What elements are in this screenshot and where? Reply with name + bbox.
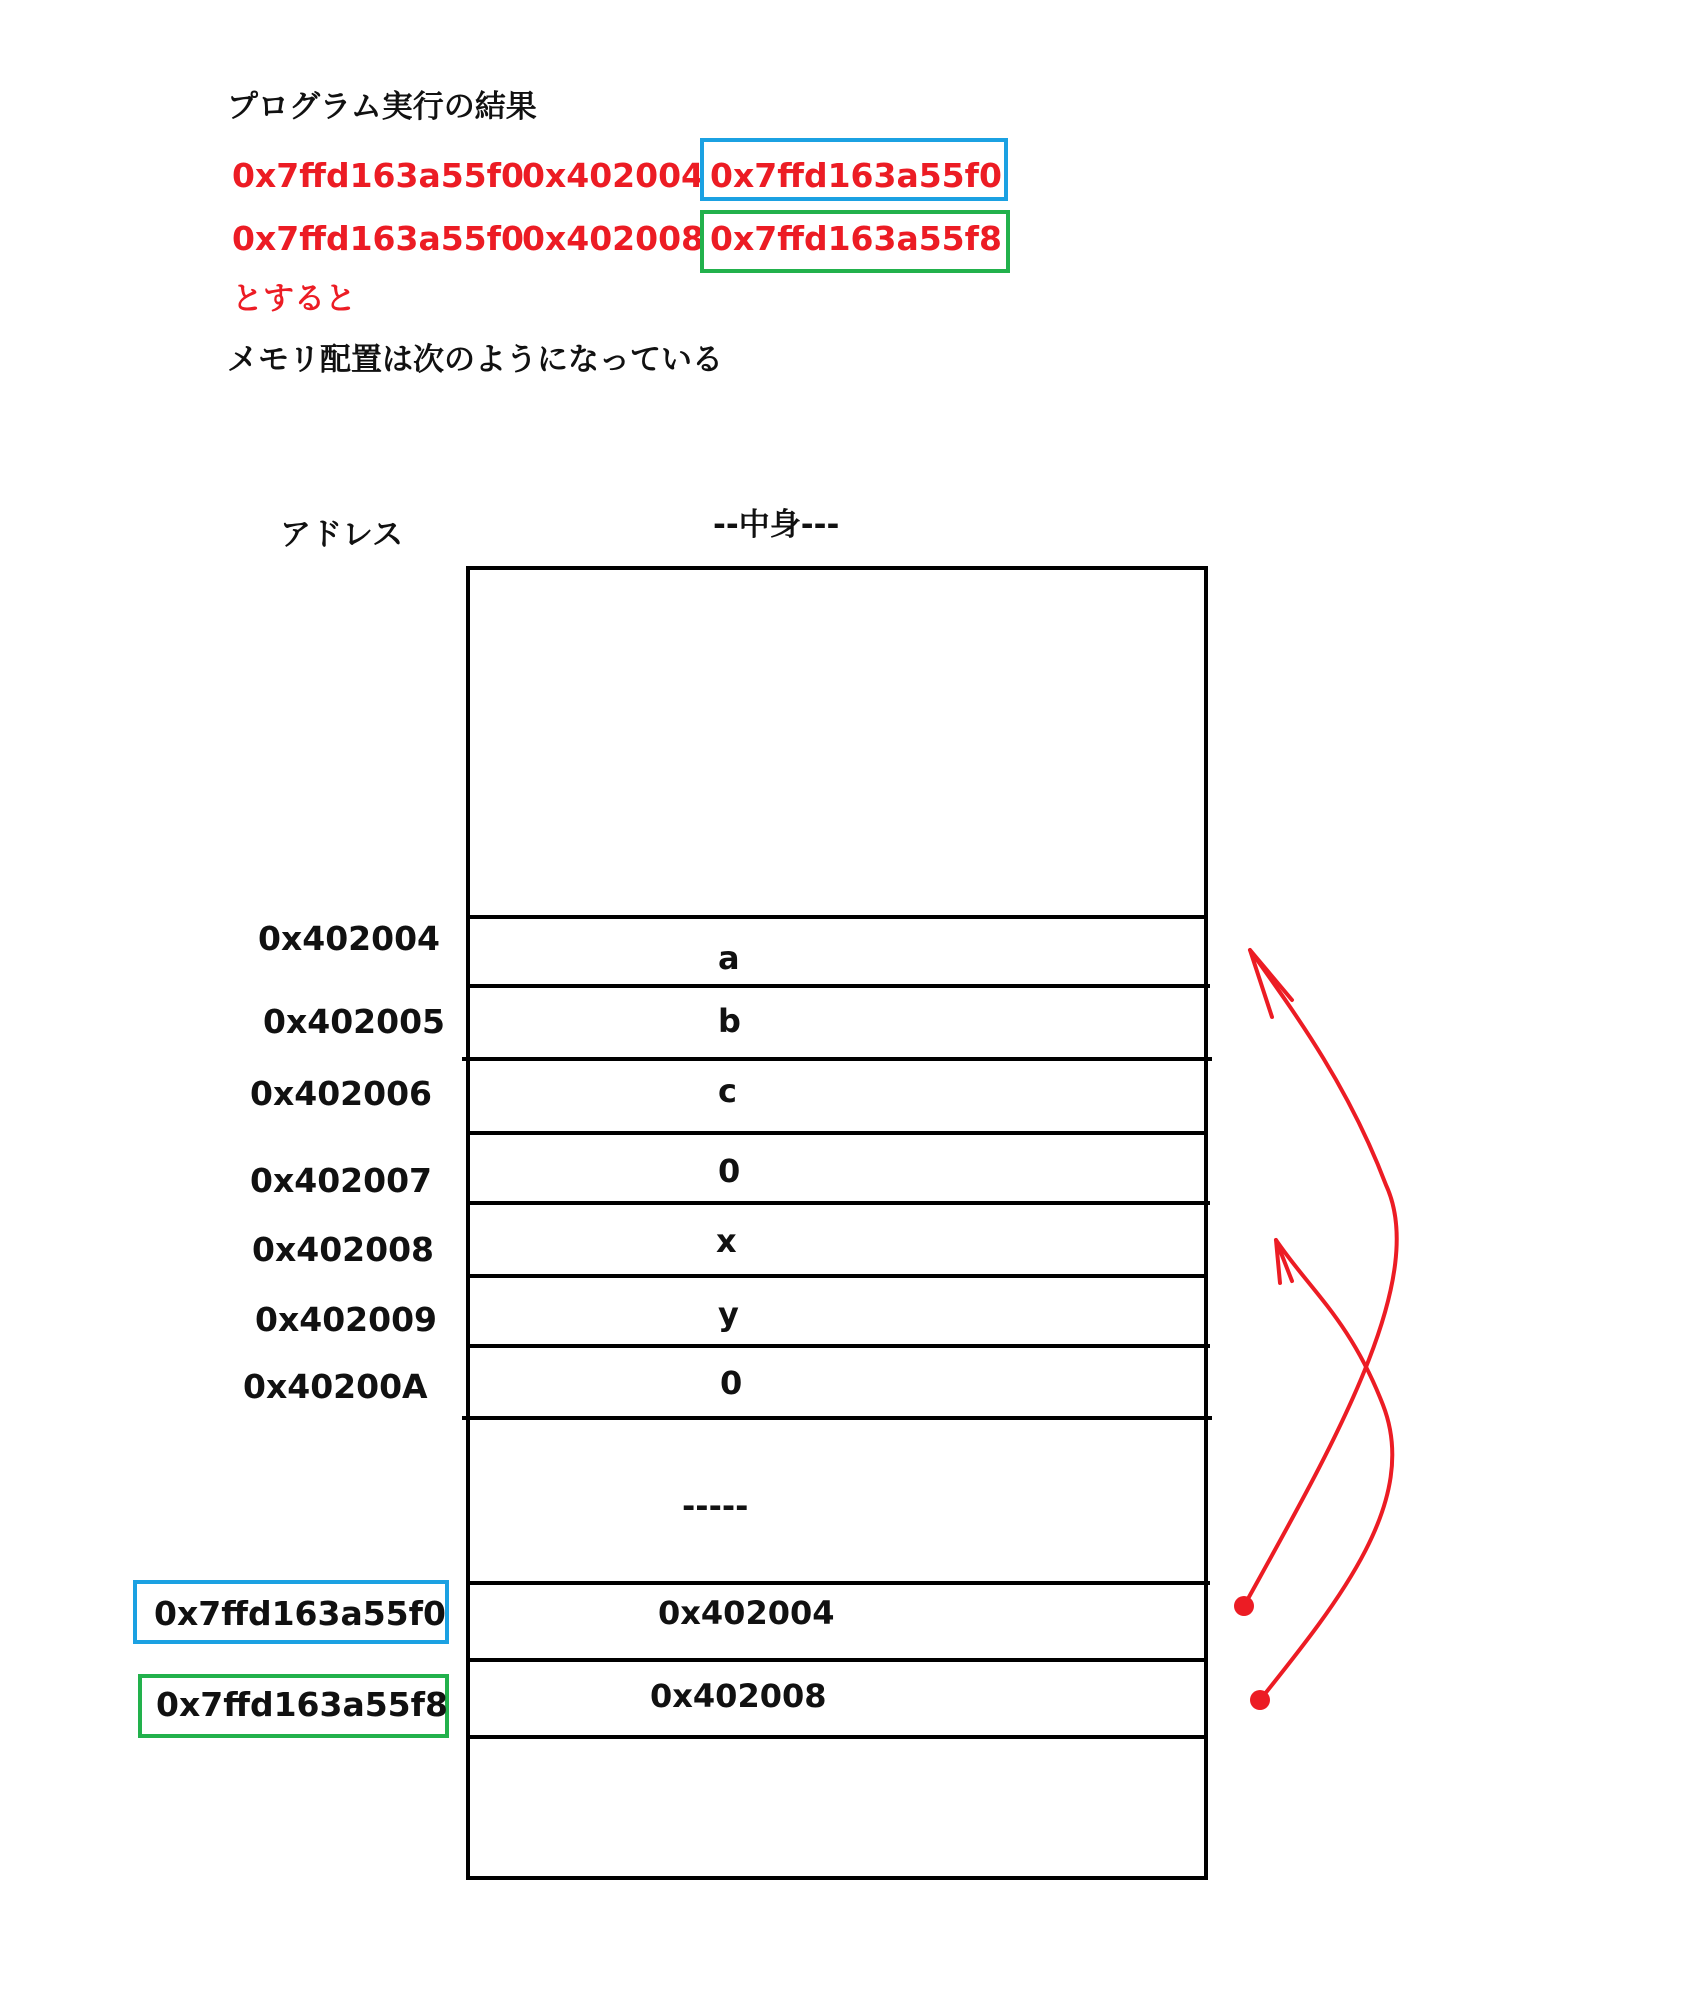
memory-content: y: [718, 1295, 739, 1333]
result-title: プログラム実行の結果: [227, 89, 537, 125]
memory-content: c: [718, 1072, 737, 1110]
result-line2-part2: 0x402008: [522, 219, 705, 258]
arrow-b-to-0x402008: [1260, 1240, 1392, 1700]
pointer-content: 0x402004: [658, 1594, 835, 1632]
pointer-address-label: 0x7ffd163a55f0: [154, 1594, 446, 1633]
memory-content: b: [718, 1002, 741, 1040]
pointer-address-label: 0x7ffd163a55f8: [156, 1685, 448, 1724]
pointer-dot: [1234, 1596, 1254, 1616]
ellipsis: -----: [682, 1487, 749, 1525]
address-label: 0x402008: [252, 1230, 435, 1269]
address-label: 0x402004: [258, 919, 441, 958]
conclusion-text: とすると: [232, 281, 356, 317]
address-label: 0x402006: [250, 1074, 433, 1113]
result-line1-part2: 0x402004: [522, 156, 705, 195]
pointer-dot: [1250, 1690, 1270, 1710]
result-line1-part1: 0x7ffd163a55f0: [232, 156, 524, 195]
memory-content: a: [718, 939, 740, 977]
arrowhead: [1250, 950, 1292, 1017]
arrow-a-to-0x402004: [1244, 950, 1397, 1606]
result-line2-part1: 0x7ffd163a55f0: [232, 219, 524, 258]
address-label: 0x402005: [263, 1002, 446, 1041]
memory-content: 0: [720, 1364, 743, 1402]
result-line1-boxed-address: 0x7ffd163a55f0: [710, 156, 1002, 195]
memory-content: x: [716, 1222, 737, 1260]
content-column-header: --中身---: [713, 507, 840, 543]
memory-content: 0: [718, 1152, 741, 1190]
description-text: メモリ配置は次のようになっている: [227, 342, 723, 378]
result-line2-boxed-address: 0x7ffd163a55f8: [710, 219, 1002, 258]
address-column-header: アドレス: [280, 517, 404, 553]
pointer-content: 0x402008: [650, 1677, 827, 1715]
address-label: 0x402009: [255, 1300, 438, 1339]
address-label: 0x402007: [250, 1161, 433, 1200]
address-label: 0x40200A: [243, 1367, 428, 1406]
